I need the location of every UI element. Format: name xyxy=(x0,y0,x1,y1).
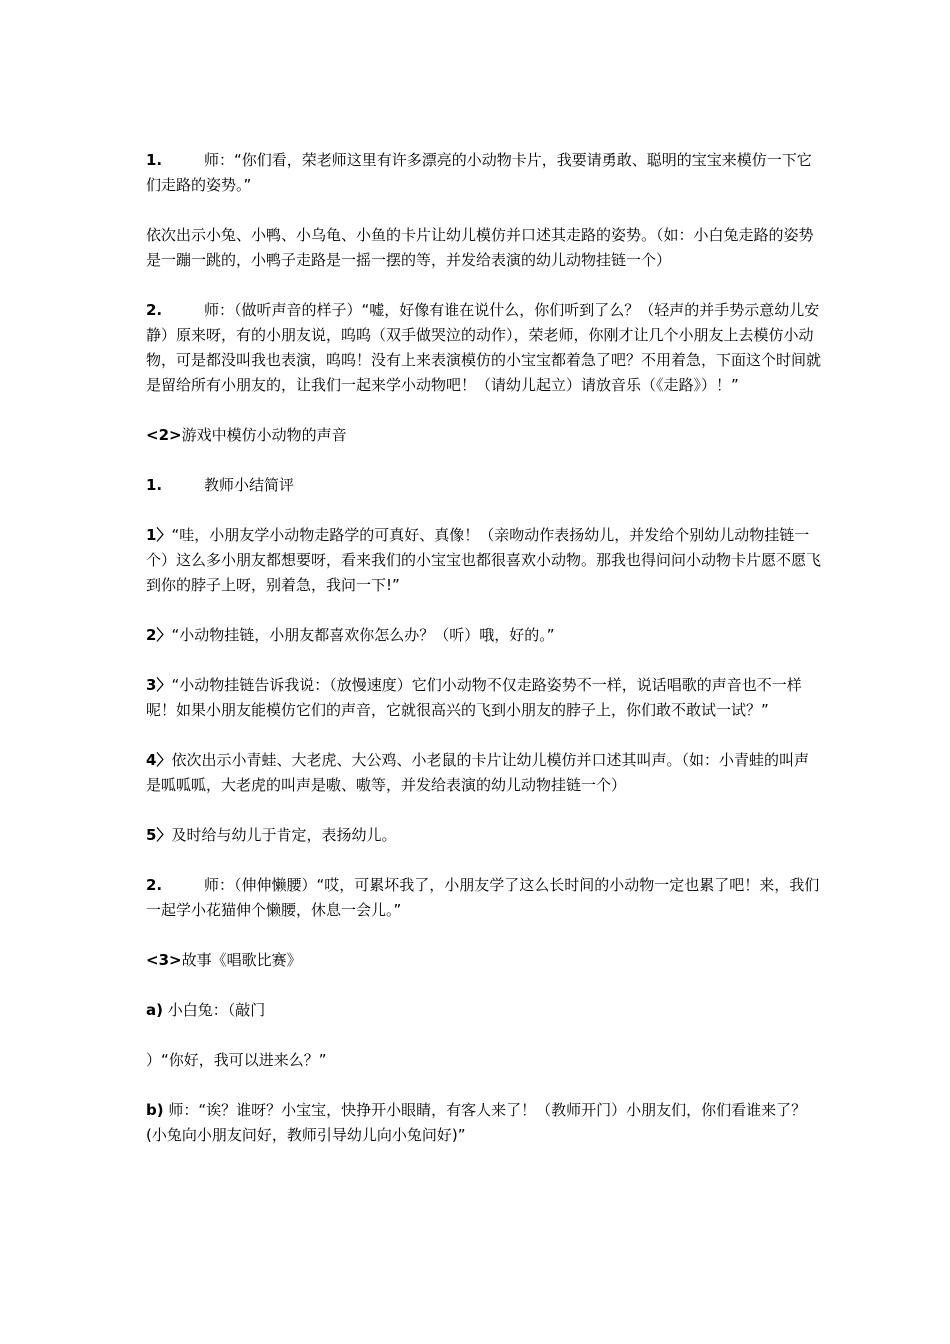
paragraph-text: “哇，小朋友学小动物走路学的可真好、真像！（亲吻动作表扬幼儿，并发给个别幼儿动物挂链一个）这么多小朋友都想要呀，看来我们的小宝宝也都很喜欢小动物。那我也得问问小动物卡片愿不愿飞到你的脖子上呀，别着急，我问一下!” xyxy=(146,526,822,594)
paragraph-instruction xyxy=(146,223,822,273)
step-number: 5〉 xyxy=(146,826,172,844)
step-number: 1〉 xyxy=(146,526,172,544)
paragraph-activity-2b xyxy=(146,873,822,923)
paragraph-text: 教师小结简评 xyxy=(204,476,295,494)
paragraph-step-4 xyxy=(146,748,822,798)
paragraph-text: 依次出示小兔、小鸭、小乌龟、小鱼的卡片让幼儿模仿并口述其走路的姿势。（如：小白兔走路的姿势是一蹦一跳的，小鸭子走路是一摇一摆的等，并发给表演的幼儿动物挂链一个） xyxy=(146,226,814,269)
section-number: <2> xyxy=(146,426,182,444)
paragraph-text: “小动物挂链告诉我说：（放慢速度）它们小动物不仅走路姿势不一样，说话唱歌的声音也不一样呢！如果小朋友能模仿它们的声音，它就很高兴的飞到小朋友的脖子上，你们敢不敢试一试？” xyxy=(146,676,802,719)
step-number: 2〉 xyxy=(146,626,172,644)
paragraph-text: 及时给与幼儿于肯定，表扬幼儿。 xyxy=(171,826,397,844)
paragraph-number: 2. xyxy=(146,876,163,894)
paragraph-number: 2. xyxy=(146,301,163,319)
step-number: 4〉 xyxy=(146,751,172,769)
paragraph-summary xyxy=(146,473,822,498)
paragraph-step-5 xyxy=(146,823,822,848)
paragraph-text: 小白兔：（敲门 xyxy=(167,1001,266,1019)
paragraph-text: 师：（伸伸懒腰）“哎，可累坏我了，小朋友学了这么长时间的小动物一定也累了吧！来，我们一起学小花猫伸个懒腰，休息一会儿。” xyxy=(146,876,820,919)
paragraph-step-3 xyxy=(146,673,822,723)
section-title: 故事《唱歌比赛》 xyxy=(181,951,302,969)
step-number: 3〉 xyxy=(146,676,172,694)
section-heading-3 xyxy=(146,948,822,973)
paragraph-activity-2 xyxy=(146,298,822,398)
paragraph-text: 师：“你们看，荣老师这里有许多漂亮的小动物卡片，我要请勇敢、聪明的宝宝来模仿一下它们走路的姿势。” xyxy=(146,151,812,194)
section-title: 游戏中模仿小动物的声音 xyxy=(181,426,347,444)
paragraph-step-1 xyxy=(146,523,822,598)
document-page xyxy=(146,148,822,1173)
paragraph-text: 师：（做听声音的样子）“嘘，好像有谁在说什么，你们听到了么？（轻声的并手势示意幼儿安静）原来呀，有的小朋友说，呜呜（双手做哭泣的动作），荣老师，你刚才让几个小朋友上去模仿小动物，可是都没叫我也表演，呜呜！没有上来表演模仿的小宝宝都着急了吧？不用着急，下面这个时间就是留给所有小朋友的，让我们一起来学小动物吧！（请幼儿起立）请放音乐（《走路》）！” xyxy=(146,301,822,394)
paragraph-story-b xyxy=(146,1098,822,1148)
item-letter: a) xyxy=(146,1001,163,1019)
paragraph-story-a xyxy=(146,998,822,1023)
paragraph-activity-1 xyxy=(146,148,822,198)
paragraph-text: ）“你好，我可以进来么？” xyxy=(146,1051,327,1069)
section-number: <3> xyxy=(146,951,182,969)
section-heading-2 xyxy=(146,423,822,448)
paragraph-text: 师：“诶？谁呀？小宝宝，快挣开小眼睛，有客人来了！（教师开门）小朋友们，你们看谁来了？(小兔向小朋友问好，教师引导幼儿向小兔问好)” xyxy=(146,1101,807,1144)
paragraph-step-2 xyxy=(146,623,822,648)
paragraph-text: “小动物挂链，小朋友都喜欢你怎么办？（听）哦，好的。” xyxy=(171,626,555,644)
paragraph-number: 1. xyxy=(146,151,163,169)
paragraph-text: 依次出示小青蛙、大老虎、大公鸡、小老鼠的卡片让幼儿模仿并口述其叫声。（如：小青蛙的叫声是呱呱呱，大老虎的叫声是嗷、嗷等，并发给表演的幼儿动物挂链一个） xyxy=(146,751,809,794)
item-letter: b) xyxy=(146,1101,164,1119)
paragraph-story-a-cont xyxy=(146,1048,822,1073)
paragraph-number: 1. xyxy=(146,476,163,494)
